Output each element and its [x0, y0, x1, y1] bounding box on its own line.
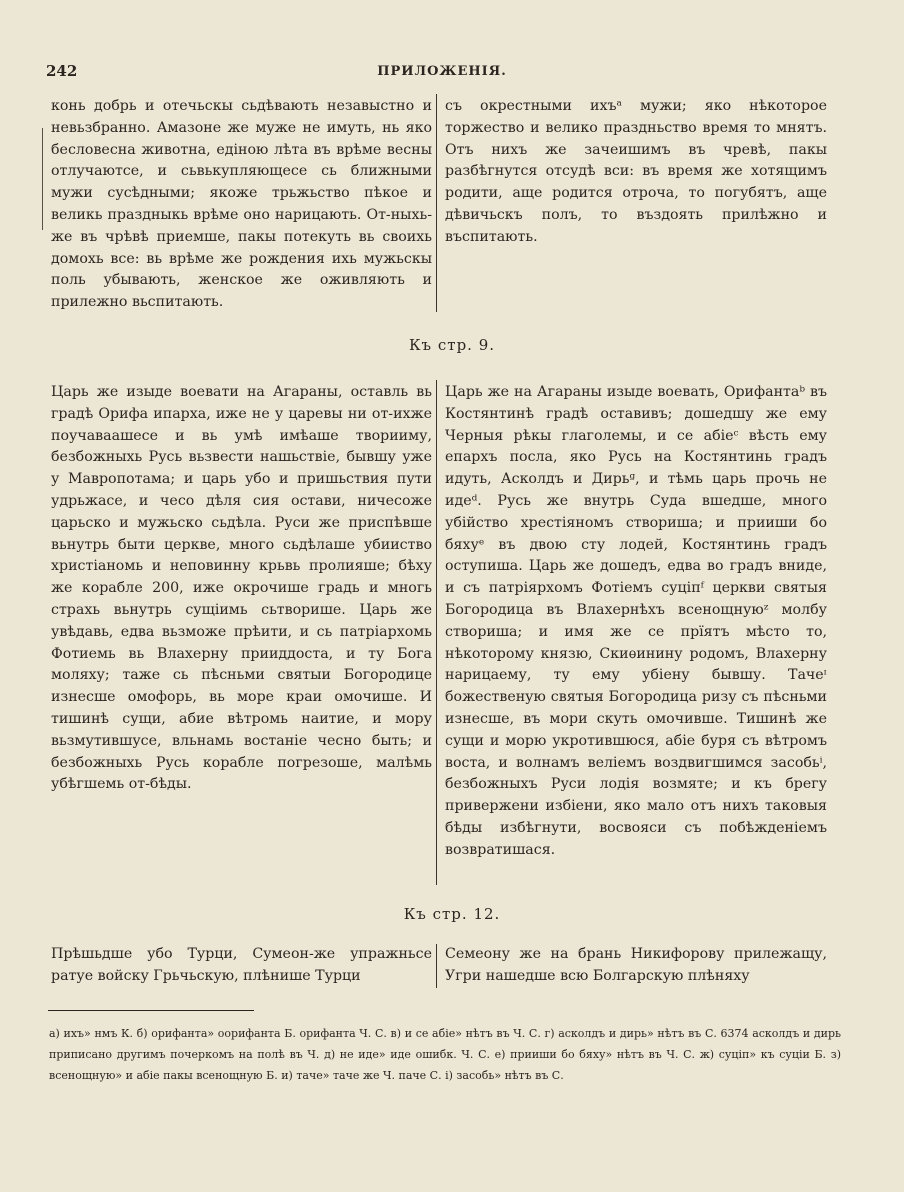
page-number: 242: [46, 62, 78, 80]
page-header: [40, 62, 844, 82]
section-p9-right-column: Царь же на Агараны изыде воевать, Орифантаᵇ въ Костянтинѣ градѣ оставивъ; дошедшу же ему Черныя рѣкы глаголемы, и се абіеᶜ вѣсть ему епархъ посла, яко Русь на Костянтинь градъ идуть, Асколдъ и Дирьᵍ, и тѣмь царь прочь не идеᵈ. Русь же внутрь Суда вшедше, много убійство хрестіяномъ створиша; и прииши бо бяхуᵉ въ двою сту лодей, Костянтинь градъ оступиша. Царь же дошедъ, едва во градъ вниде, и съ патріярхомъ Фотіемъ суціпᶠ церкви святыя Богородица въ Влахернѣхъ всенощнуюᶻ молбу створиша; и имя же се прїятъ мѣсто то, нѣкоторому князю, Скиѳинину родомъ, Влахерну нарицаему, ту ему убіену бывшу. Тачеᶦ божественую святыя Богородица ризу съ пѣсньми изнесше, въ мори скуть омочивше. Тишинѣ же сущи и морю укротившюся, абіе буря съ вѣтромъ воста, и волнамъ велiемъ воздвигшимся засобьⁱ, безбожныхъ Руси лодія возмяте; и къ брегу привержени избіени, яко мало отъ нихъ таковыя бѣды избѣгнути, восвояси съ побѣжденіемъ возвратишася.: [445, 384, 827, 858]
column-divider-top: [436, 94, 437, 312]
top-left-column: конь добрь и отечьскы сьдѣвають незавыстно и невьзбранно. Амазоне же муже не имуть, нь яко бесловесна животна, едіною лѣта въ врѣме весны отлучаютсе, и сьвькупляющесе сь ближными мужи сусѣдными; якоже трьжьство пѣкое и великь праздныкь врѣме оно нарицають. От-ныхь-же въ чрѣвѣ приемше, пакы потекуть вь своихь домохь все: вь врѣме же рождения ихь мужьскы поль убывають, женское же оживляють и прилежно вьспитають.: [51, 98, 432, 311]
section-heading-p9: Къ стр. 9.: [408, 336, 496, 354]
column-divider-middle: [436, 380, 437, 885]
section-heading-p12: Къ стр. 12.: [403, 905, 501, 923]
section-p12-right-column: Семеону же на брань Никифорову прилежащу, Угри нашедше всю Болгарскую плѣняху: [445, 946, 827, 984]
section-p9-left-column: Царь же изыде воевати на Агараны, оставль вь градѣ Орифа ипарха, иже не у царевы ни от-ихже поучаваашесе и вь умѣ имѣаше творииму, безбожныхь Русь вьзвести нашьствіе, бывшу уже у Мавропотама; и царь убо и пришьствия пути удрьжасе, и чесо дѣля сия остави, ничесоже царьско и мужьско сьдѣла. Руси же приспѣвше вьнутрь быти церкве, много сьдѣлаше убииство христіаномь и неповинну крьвь пролияше; бѣху же корабле 200, иже окрочише градь и многь страхь вьнутрь сущіимь сьтворише. Царь же увѣдавь, едва вьзможе прѣити, и сь патріархомь Фотиемь вь Влахерну прииддоста, и ту Бога моляху; таже сь пѣсньми святыи Богородице изнесше омофорь, вь море краи омочише. И тишинѣ сущи, абие вѣтромь наитие, и мору вьзмутившусе, вльнамь востаніе чесно быть; и безбожныхь Русь корабле погрезоше, малѣмь убѣгшемь от-бѣды.: [51, 384, 432, 793]
top-right-column: съ окрестными ихъᵃ мужи; яко нѣкоторое торжество и велико праздньство время то мнятъ. Отъ нихъ же зачеишимъ въ чревѣ, пакы разбѣгнутся отсудѣ вси: въ время же хотящимъ родити, аще родится отроча, то погубятъ, аще дѣвичьскъ полъ, то въздоять прилѣжно и въспитають.: [445, 98, 827, 245]
footnote-rule: [48, 1010, 254, 1011]
column-divider-bottom: [436, 944, 437, 988]
footnotes: а) ихъ» нмъ К. б) орифанта» оорифанта Б. орифанта Ч. С. в) и се абіе» нѣтъ въ Ч. С. г) асколдъ и дирь» нѣтъ въ С. 6374 асколдъ и дирь приписано другимъ почеркомъ на полѣ въ Ч. д) не иде» иде ошибк. Ч. С. е) прииши бо бяху» нѣтъ въ Ч. С. ж) суціп» къ суціи Б. з) всенощную» и абіе пакы всенощную Б. и) таче» таче же Ч. паче С. і) засобь» нѣтъ въ С.: [49, 1027, 841, 1082]
running-title: ПРИЛОЖЕНІЯ.: [377, 64, 507, 79]
section-p12-left-column: Прѣшьдше убо Турци, Сумеон-же упражньсе ратуе войску Грьчьскую, плѣнише Турци: [51, 946, 432, 984]
margin-pencil-mark: [42, 128, 43, 230]
